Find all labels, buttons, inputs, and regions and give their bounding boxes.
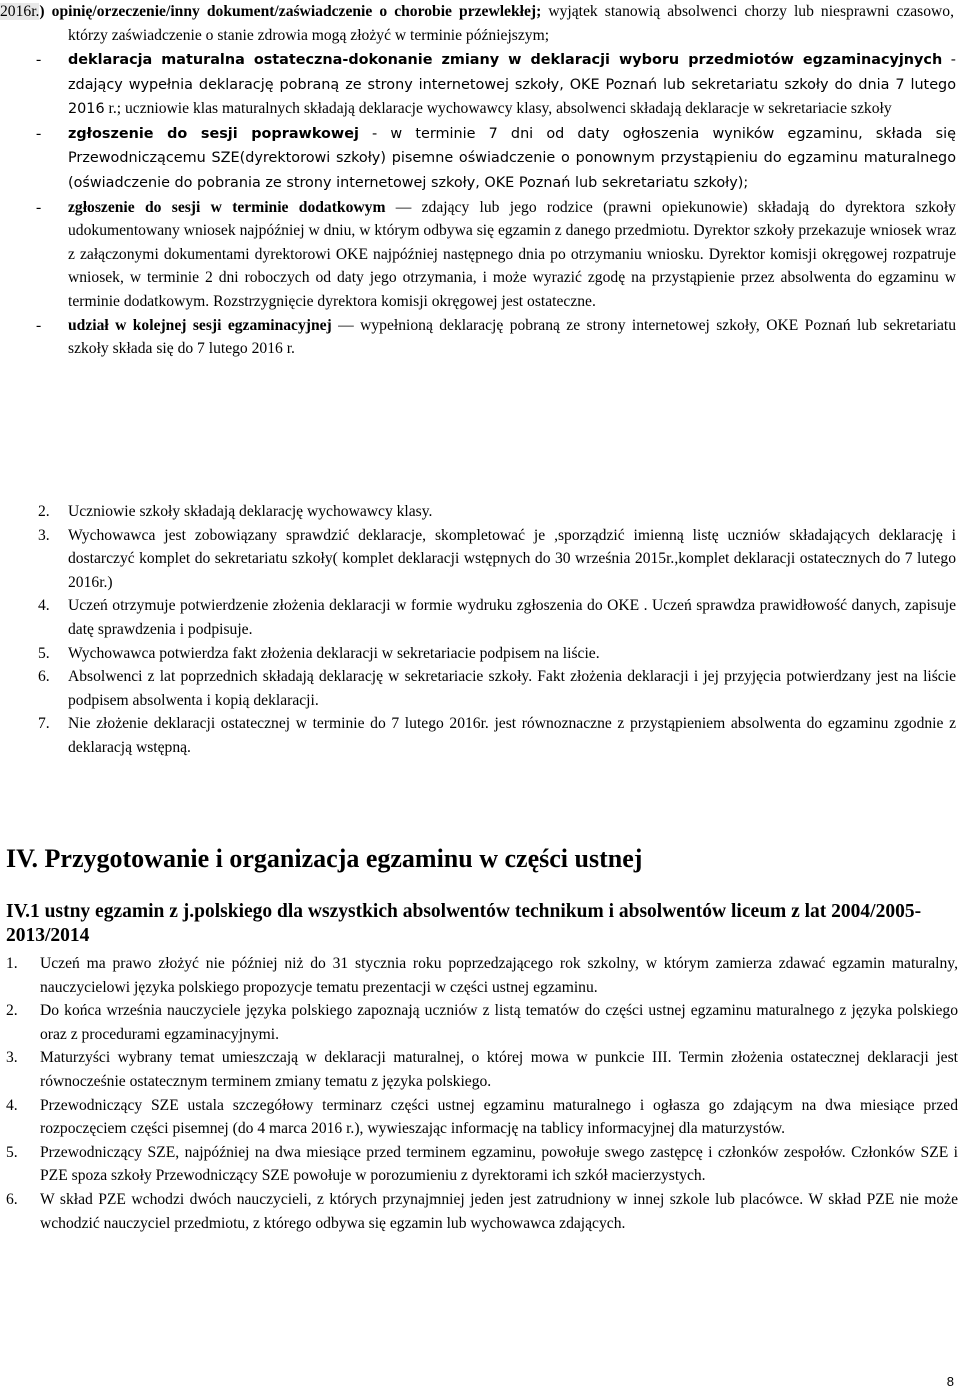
item-text: W skład PZE wchodzi dwóch nauczycieli, z których przynajmniej jeden jest zatrudniony w innej szkole lub placówce. W skład PZE nie może wchodzić nauczyciel przedmiotu, z którego odbywa się egzamin lub wychowawca zdających.: [40, 1190, 958, 1232]
dash-list-item: [0, 314, 956, 361]
item-text: Wychowawca jest zobowiązany sprawdzić deklaracje, skompletować je ,sporządzić imienną listę uczniów składających deklarację i dostarczyć komplet do sekretariatu szkoły( komplet deklaracji wstępnych do 30 września 2015r.,komplet deklaracji ostatecznych do 7 lutego 2016r.): [68, 526, 956, 591]
continuation-text: [0, 0, 954, 47]
dash-list-item: [0, 122, 956, 196]
item-text: Przewodniczący SZE, najpóźniej na dwa miesiące przed terminem egzaminu, powołuje swego zastępcę i członków zespołów. Członków SZE i PZE spoza szkoły Przewodniczący SZE powołuje w porozumieniu z dyrektorami ich szkół macierzystych.: [40, 1143, 958, 1185]
dash-marker: -: [36, 316, 42, 334]
dash-list: [0, 48, 956, 361]
item-text: Przewodniczący SZE ustala szczegółowy terminarz części ustnej egzaminu maturalnego i ogłasza go zdającym na dwa miesiące przed rozpoczęciem części pisemnej (do 4 marca 2016 r.), wywieszając informację na tablicy informacyjnej dla maturzystów.: [40, 1096, 958, 1138]
item-sans-text: - zdający wypełnia deklarację pobraną ze strony internetowej szkoły, OKE Poznań lub sekretariatu szkoły do dnia 7 lutego 2016: [68, 52, 956, 118]
numbered-item: [0, 999, 958, 1046]
dash-marker: -: [36, 124, 42, 142]
item-number: 7.: [38, 715, 50, 733]
item-number: 2.: [38, 503, 50, 520]
bold-phrase: ) opinię/orzeczenie/inny dokument/zaświadczenie o chorobie przewlekłej;: [39, 3, 542, 20]
item-number: 3.: [38, 526, 50, 544]
item-text: Uczeń otrzymuje potwierdzenie złożenia deklaracji w formie wydruku zgłoszenia do OKE . Uczeń sprawdza prawidłowość danych, zapisuje datę sprawdzenia i podpisuje.: [68, 597, 956, 638]
item-number: 1.: [6, 955, 18, 972]
item-text: Wychowawca potwierdza fakt złożenia deklaracji w sekretariacie podpisem na liście.: [68, 644, 600, 662]
numbered-item: [0, 524, 956, 595]
dash-marker: -: [36, 198, 42, 216]
item-text: Maturzyści wybrany temat umieszczają w deklaracji maturalnej, o której mowa w punkcie III. Termin złożenia ostatecznej deklaracji jest równocześnie ostatecznym terminem zmiany tematu z języka polskiego.: [40, 1049, 958, 1090]
numbered-item: [0, 1046, 958, 1093]
numbered-list-b: [0, 952, 958, 1235]
numbered-item: [0, 500, 956, 524]
section-heading: [6, 844, 956, 874]
numbered-list-a: [0, 500, 956, 760]
item-number: 5.: [38, 644, 50, 662]
subsection-heading: [6, 900, 946, 948]
item-lead: deklaracja maturalna ostateczna-dokonanie zmiany w deklaracji wyboru przedmiotów egzaminacyjnych: [68, 52, 943, 68]
section-title: IV. Przygotowanie i organizacja egzaminu w części ustnej: [6, 844, 643, 873]
item-number: 4.: [38, 597, 50, 615]
item-text: Absolwenci z lat poprzednich składają deklarację w sekretariacie szkoły. Fakt złożenia deklaracji i jej przyjęcia potwierdzany jest na liście podpisem absolwenta i kopią deklaracji.: [68, 668, 956, 709]
numbered-item: [0, 642, 956, 666]
item-number: 4.: [6, 1096, 18, 1114]
dash-marker: -: [36, 51, 42, 68]
item-number: 6.: [6, 1190, 18, 1208]
subsection-title: IV.1 ustny egzamin z j.polskiego dla wszystkich absolwentów technikum i absolwentów liceum z lat 2004/2005-2013/2014: [6, 901, 922, 946]
item-number: 6.: [38, 668, 50, 686]
item-lead: zgłoszenie do sesji w terminie dodatkowym: [68, 198, 386, 216]
continuation-paragraph: [0, 0, 954, 47]
item-text: — zdający lub jego rodzice (prawni opiekunowie) składają do dyrektora szkoły udokumentowany wniosek najpóźniej w dniu, w którym odbywa się egzamin z danego przedmiotu. Dyrektor szkoły przekazuje wniosek wraz z załączonymi dokumentami dyrektorowi OKE najpóźniej następnego dnia po otrzymaniu wniosku. Dyrektor komisji okręgowej rozpatruje wniosek, w terminie 2 dni roboczych od daty jego otrzymania, i może wyrazić zgodę na przystąpienie przez absolwenta do egzaminu w terminie dodatkowym. Rozstrzygnięcie dyrektora komisji okręgowej jest ostateczne.: [68, 198, 956, 310]
item-number: 2.: [6, 1002, 18, 1020]
numbered-item: [0, 1188, 958, 1235]
item-text: Uczeń ma prawo złożyć nie później niż do 31 stycznia roku poprzedzającego rok szkolny, w którym zamierza zdawać egzamin maturalny, nauczycielowi języka polskiego propozycje tematu prezentacji w części ustnej egzaminu.: [40, 955, 958, 996]
item-text: Do końca września nauczyciele języka polskiego zapoznają uczniów z listą tematów do części ustnej egzaminu maturalnego z języka polskiego oraz z procedurami egzaminacyjnymi.: [40, 1002, 958, 1043]
numbered-item: [0, 1094, 958, 1141]
dash-list-item: [0, 196, 956, 314]
numbered-item: [0, 594, 956, 641]
item-lead: zgłoszenie do sesji poprawkowej: [68, 125, 359, 142]
item-lead: udział w kolejnej sesji egzaminacyjnej: [68, 316, 332, 334]
item-text: — wypełnioną deklarację pobraną ze strony internetowej szkoły, OKE Poznań lub sekretariatu szkoły składa się do 7 lutego 2016 r.: [68, 316, 956, 358]
item-sans-text: - w terminie 7 dni od daty ogłoszenia wyników egzaminu, składa się Przewodniczącemu SZE(dyrektorowi szkoły) pisemne oświadczenie o ponownym przystąpieniu do egzaminu maturalnego (oświadczenie do pobrania ze strony internetowej szkoły, OKE Poznań lub sekretariatu szkoły);: [68, 125, 957, 191]
item-text: Nie złożenie deklaracji ostatecznej w terminie do 7 lutego 2016r. jest równoznaczne z przystąpieniem absolwenta do egzaminu zgodnie z deklaracją wstępną.: [68, 715, 956, 756]
item-number: 5.: [6, 1143, 18, 1161]
item-number: 3.: [6, 1049, 18, 1067]
highlight-year: 2016r.: [0, 3, 40, 20]
numbered-item: [0, 665, 956, 712]
item-text: Uczniowie szkoły składają deklarację wychowawcy klasy.: [68, 503, 433, 520]
item-text: r.; uczniowie klas maturalnych składają deklaracje wychowawcy klasy, absolwenci składają deklaracje w sekretariacie szkoły: [104, 100, 892, 118]
dash-list-item: [0, 48, 956, 122]
numbered-item: [0, 1141, 958, 1188]
numbered-item: [0, 952, 958, 999]
page-number: 8: [946, 1374, 954, 1389]
numbered-item: [0, 712, 956, 759]
plain-text: wyjątek stanowią absolwenci chorzy lub niesprawni czasowo, którzy zaświadczenie o stanie zdrowia mogą złożyć w terminie późniejszym;: [68, 3, 954, 44]
